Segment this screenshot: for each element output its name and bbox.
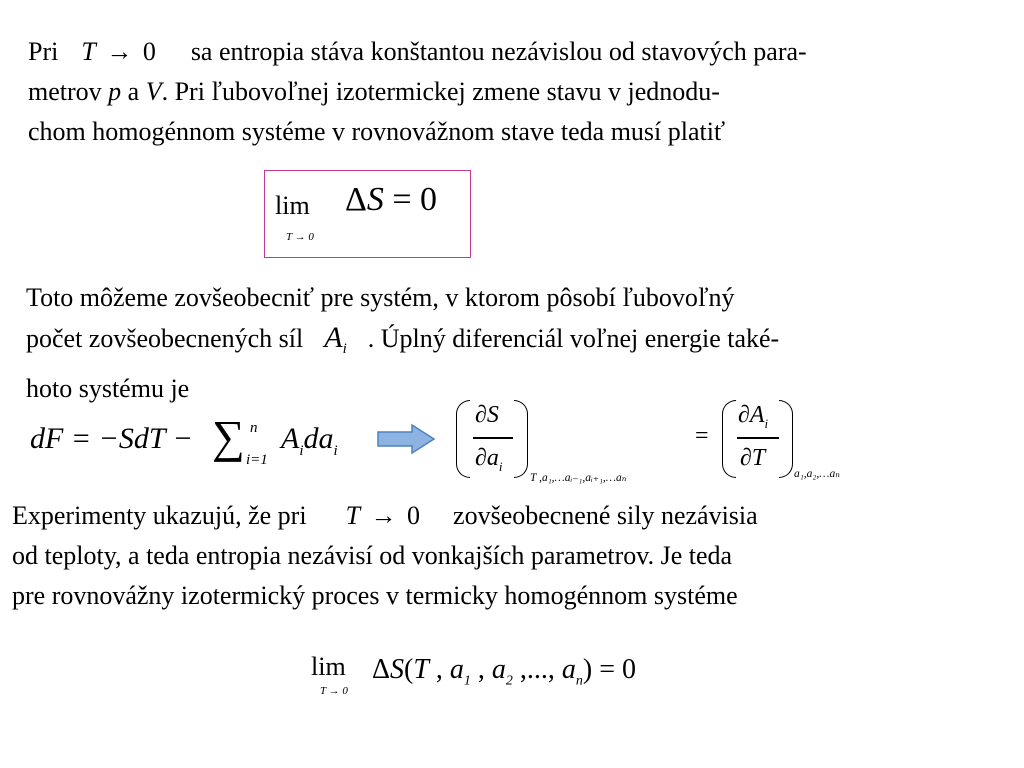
paragraph-2 (26, 278, 779, 409)
paragraph-1-line-3: chom homogénnom systéme v rovnovážnom stave teda musí platiť (28, 117, 726, 146)
numerator-dS (475, 402, 499, 429)
equals-zero: = 0 (392, 181, 438, 218)
subscript-2: 2 (505, 673, 513, 689)
paragraph-2-line-1: Toto môžeme zovšeobecniť pre systém, v ktorom pôsobí ľubovoľný (26, 283, 735, 312)
right-arrow-icon (376, 424, 436, 454)
var-S: S (366, 181, 384, 218)
paragraph-1-line-1 (28, 32, 807, 72)
paragraph-3-line-1 (12, 496, 758, 536)
var-T: T (345, 501, 361, 530)
equation-3 (372, 654, 636, 690)
text: . Úplný diferenciál voľnej energie také- (367, 324, 780, 353)
text: Pri (28, 37, 59, 66)
paragraph-1 (28, 32, 807, 152)
ellipsis: ,..., (512, 654, 562, 685)
fraction-bar (737, 437, 779, 439)
sum-symbol: ∑ (212, 411, 245, 462)
var-p: p (108, 77, 122, 106)
left-paren (722, 400, 736, 478)
left-paren (456, 400, 470, 478)
arrow-shape (378, 425, 434, 453)
close-paren: ) (582, 654, 593, 685)
left-subscript: T ,a₁,…aᵢ₋₁,aᵢ₊₁,…aₙ (530, 472, 627, 484)
paragraph-1-line-2 (28, 72, 807, 112)
subscript-i: i (299, 443, 304, 459)
subscript-n: n (575, 673, 583, 689)
paragraph-2-line-2 (26, 318, 779, 369)
limit-operator: lim (311, 652, 346, 681)
var-V: V (145, 77, 162, 106)
paragraph-3-line-2: od teploty, a teda entropia nezávisí od vonkajších parametrov. Je teda (12, 541, 733, 570)
text: počet zovšeobecnených síl (26, 324, 304, 353)
comma: , (470, 654, 492, 685)
denominator-da (475, 445, 502, 475)
comma: , (428, 654, 450, 685)
var-da: da (303, 422, 334, 455)
equation-1 (345, 181, 437, 219)
limit-operator: lim (275, 191, 310, 220)
subscript-1: 1 (463, 673, 471, 689)
subscript-i: i (498, 458, 503, 474)
sum-lower-limit: i=1 (246, 452, 268, 468)
limit-subscript: T → 0 (286, 231, 314, 243)
partial-a: ∂a (475, 445, 499, 471)
numerator-dA (738, 402, 768, 432)
paragraph-2-line-3: hoto systému je (26, 374, 190, 404)
var-a2: a (491, 654, 506, 685)
sum-term (281, 422, 338, 460)
var-an: a (561, 654, 576, 685)
text: metrov (28, 77, 109, 106)
text: Experimenty ukazujú, že pri (12, 501, 307, 530)
delta-symbol: Δ (345, 181, 367, 218)
text: zovšeobecnené sily nezávisia (453, 501, 758, 530)
limit-subscript: T → 0 (320, 685, 348, 697)
zero: 0 (142, 37, 156, 66)
var-A: A (324, 321, 343, 354)
dF: dF (30, 422, 64, 455)
zero: 0 (407, 501, 421, 530)
text: sa entropia stáva konštantou nezávislou od stavových para- (190, 37, 807, 66)
var-A: A (281, 422, 300, 455)
text: . Pri ľubovoľnej izotermickej zmene stavu v jednodu- (161, 77, 720, 106)
arrow-symbol: → (106, 37, 133, 66)
text: a (121, 77, 146, 106)
right-paren (514, 400, 528, 478)
denominator-dT (740, 445, 765, 472)
delta-symbol: Δ (372, 654, 391, 685)
fraction-bar (473, 437, 513, 439)
equals-sign: = (695, 423, 709, 449)
sum-upper-limit: n (250, 420, 258, 436)
partial-T: ∂T (740, 445, 766, 471)
var-T: T (413, 654, 429, 685)
var-S: S (390, 654, 405, 685)
equals-zero: = 0 (592, 654, 637, 685)
minus-SdT: = −SdT − (63, 422, 193, 455)
open-paren: ( (404, 654, 414, 685)
subscript-i: i (764, 415, 769, 431)
partial-S: ∂S (475, 402, 499, 428)
subscript-i: i (333, 443, 338, 459)
arrow-symbol: → (370, 501, 397, 530)
var-a1: a (449, 654, 464, 685)
var-T: T (81, 37, 96, 66)
right-paren (779, 400, 793, 478)
paragraph-3-line-3: pre rovnovážny izotermický proces v termicky homogénnom systéme (12, 581, 738, 610)
paragraph-3 (12, 496, 758, 616)
right-subscript: a₁,a₂,…aₙ (794, 468, 840, 480)
subscript-i: i (342, 341, 347, 358)
partial-A: ∂A (738, 402, 765, 428)
equation-2-left (30, 422, 193, 456)
